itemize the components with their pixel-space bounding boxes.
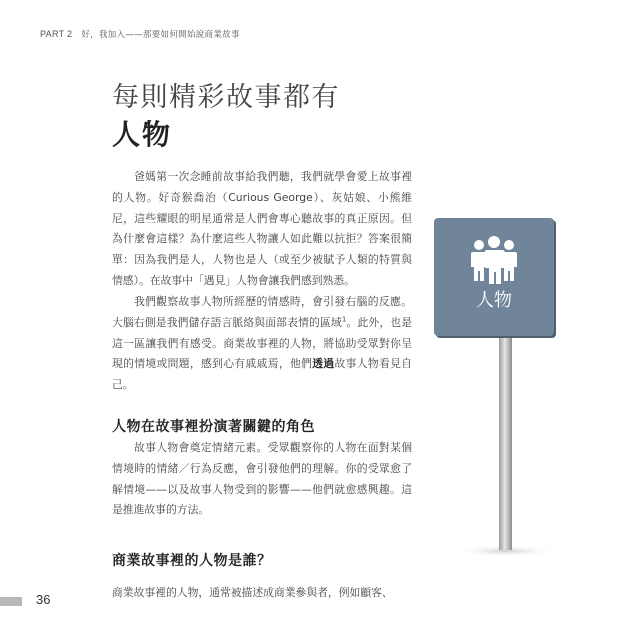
- sign-illustration: [430, 212, 590, 562]
- footnote-ref[interactable]: 1: [341, 315, 347, 324]
- subheading-1: 人物在故事裡扮演著關鍵的角色: [112, 419, 315, 435]
- chapter-title: 好，我加入——那要如何開始說商業故事: [81, 30, 240, 40]
- part-label: PART 2: [40, 29, 73, 39]
- sign-pole: [499, 334, 512, 550]
- people-group-icon: [471, 236, 517, 284]
- paragraph-4: 商業故事裡的人物，通常被描述成商業參與者，例如顧客、: [112, 586, 393, 599]
- page-number: 36: [36, 592, 51, 607]
- sign-label: 人物: [476, 290, 512, 311]
- section-title-line1: 每則精彩故事都有: [112, 82, 340, 113]
- paragraph-2: 我們觀察故事人物所經歷的情感時，會引發右腦的反應。大腦右側是我們儲存語言脈絡與面部表情的區域$^1$。此外，也是這一區讓我們有感受。商業故事裡的人物，將協助受眾對你呈現的情境或問題，感到心有戚戚焉，他們透過故事人物看見自己。: [112, 295, 413, 392]
- sign-board: [434, 218, 556, 338]
- page-marker-bar: [0, 597, 22, 606]
- subheading-2: 商業故事裡的人物是誰？: [112, 553, 272, 569]
- running-header: [40, 28, 240, 40]
- paragraph-3: 故事人物會奠定情緒元素。受眾觀察你的人物在面對某個情境時的情緒／行為反應，會引發他們的理解。你的受眾愈了解情境——以及故事人物受到的影響——他們就愈感興趣。這是推進故事的方法。: [112, 441, 412, 517]
- section-title-line2: 人物: [112, 118, 173, 151]
- paragraph-1: 爸媽第一次念睡前故事給我們聽，我們就學會愛上故事裡的人物。好奇猴喬治（Curious George）、灰姑娘、小熊維尼，這些耀眼的明星通常是人們會專心聽故事的真正原因。但為什麼會這樣？為什麼這些人物讓人如此難以抗拒？答案很簡單：因為我們是人，人物也是人（或至少被賦予人類的特質與情感）。在故事中「遇見」人物會讓我們感到熟悉。: [112, 170, 412, 287]
